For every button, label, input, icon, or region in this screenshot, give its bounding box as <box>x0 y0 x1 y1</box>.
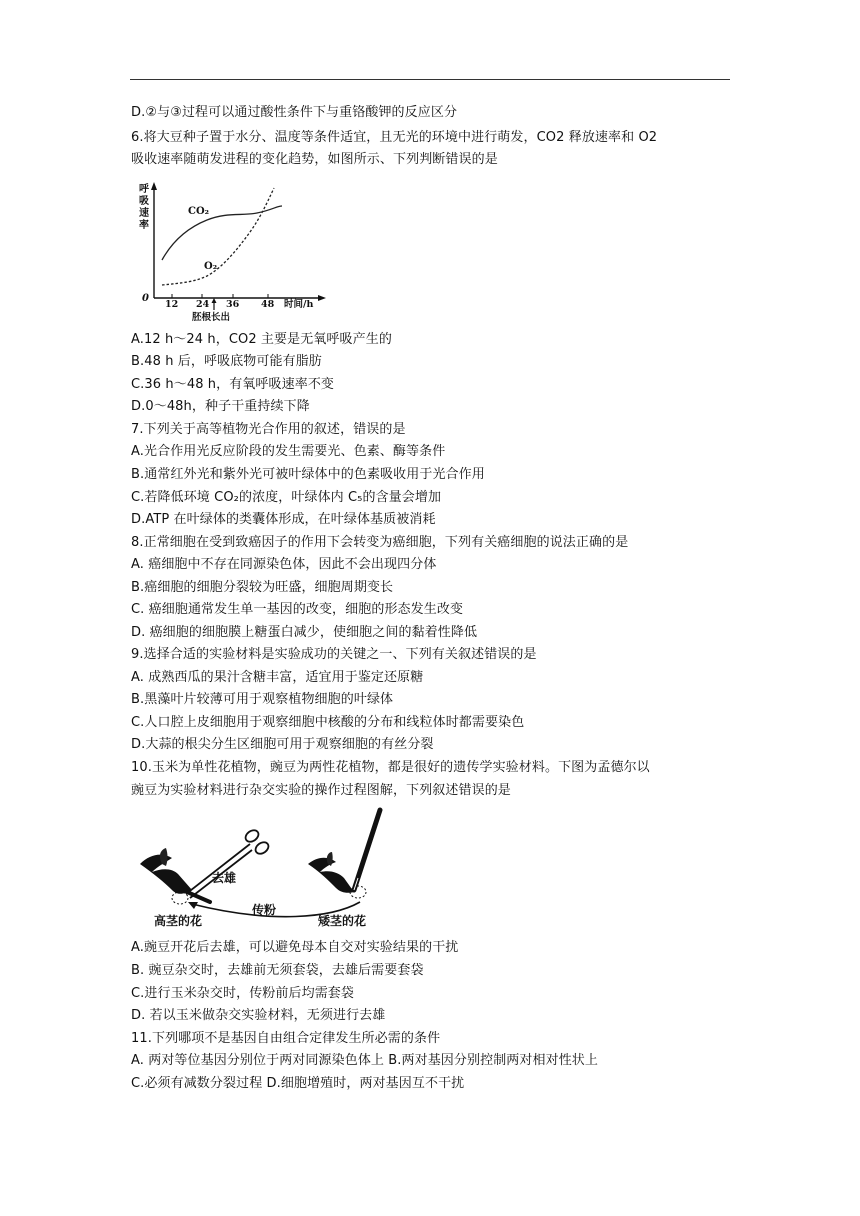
tick-label-36: 36 <box>226 299 240 310</box>
y-label-char-2: 吸 <box>139 196 149 207</box>
scissors-icon <box>186 828 271 898</box>
tall-flower-icon <box>140 848 210 904</box>
tick-label-48: 48 <box>261 299 275 310</box>
q6-option-a: A.12 h～24 h，CO2 主要是无氧呼吸产生的 <box>131 332 392 347</box>
co2-curve <box>162 206 282 260</box>
brush-icon <box>354 810 380 890</box>
q11-options-cd: C.必须有减数分裂过程 D.细胞增殖时，两对基因互不干扰 <box>131 1076 465 1091</box>
q8-option-a: A. 癌细胞中不存在同源染色体，因此不会出现四分体 <box>131 557 437 572</box>
short-flower-label: 矮茎的花 <box>318 914 367 928</box>
q6-stem-line1: 6.将大豆种子置于水分、温度等条件适宜，且无光的环境中进行萌发，CO2 释放速率和 O2 <box>131 130 658 145</box>
q10-stem-line1: 10.玉米为单性花植物，豌豆为两性花植物，都是很好的遗传学实验材料。下图为孟德尔以 <box>131 760 650 775</box>
q8-option-d: D. 癌细胞的细胞膜上糖蛋白减少，使细胞之间的黏着性降低 <box>131 625 478 640</box>
q9-option-b: B.黑藻叶片较薄可用于观察植物细胞的叶绿体 <box>131 692 394 707</box>
q8-option-b: B.癌细胞的细胞分裂较为旺盛，细胞周期变长 <box>131 580 394 595</box>
y-label-char-1: 呼 <box>139 184 149 195</box>
q7-option-c: C.若降低环境 CO₂的浓度，叶绿体内 C₅的含量会增加 <box>131 490 442 505</box>
tick-label-24: 24 <box>196 299 210 310</box>
q8-option-c: C. 癌细胞通常发生单一基因的改变，细胞的形态发生改变 <box>131 602 464 617</box>
x-axis-arrow <box>318 295 326 301</box>
q10-hybridization-figure <box>132 806 392 934</box>
q5-option-d: D.②与③过程可以通过酸性条件下与重铬酸钾的反应区分 <box>131 105 458 120</box>
q6-respiration-graph <box>132 180 332 322</box>
q10-option-a: A.豌豆开花后去雄，可以避免母本自交对实验结果的干扰 <box>131 940 459 955</box>
emasculate-label: 去雄 <box>212 871 237 885</box>
pollinate-label: 传粉 <box>252 903 277 917</box>
q9-option-d: D.大蒜的根尖分生区细胞可用于观察细胞的有丝分裂 <box>131 737 434 752</box>
o2-curve-label: O₂ <box>204 261 218 272</box>
tick-label-12: 12 <box>165 299 179 310</box>
q9-stem: 9.选择合适的实验材料是实验成功的关键之一、下列有关叙述错误的是 <box>131 647 537 662</box>
q7-option-b: B.通常红外光和紫外光可被叶绿体中的色素吸收用于光合作用 <box>131 467 485 482</box>
q7-option-a: A.光合作用光反应阶段的发生需要光、色素、酶等条件 <box>131 444 446 459</box>
radicle-label: 胚根长出 <box>192 312 231 322</box>
q9-option-c: C.人口腔上皮细胞用于观察细胞中核酸的分布和线粒体时都需要染色 <box>131 715 525 730</box>
q6-option-c: C.36 h～48 h，有氧呼吸速率不变 <box>131 377 335 392</box>
q6-stem-line2: 吸收速率随萌发进程的变化趋势，如图所示、下列判断错误的是 <box>131 152 498 167</box>
q10-stem-line2: 豌豆为实验材料进行杂交实验的操作过程图解，下列叙述错误的是 <box>131 783 511 798</box>
origin-label: 0 <box>142 293 149 304</box>
q7-option-d: D.ATP 在叶绿体的类囊体形成，在叶绿体基质被消耗 <box>131 512 436 527</box>
o2-curve <box>162 188 274 285</box>
co2-curve-label: CO₂ <box>188 206 210 217</box>
q10-option-d: D. 若以玉米做杂交实验材料，无须进行去雄 <box>131 1008 386 1023</box>
q8-stem: 8.正常细胞在受到致癌因子的作用下会转变为癌细胞，下列有关癌细胞的说法正确的是 <box>131 535 629 550</box>
q6-option-b: B.48 h 后，呼吸底物可能有脂肪 <box>131 354 322 369</box>
q11-stem: 11.下列哪项不是基因自由组合定律发生所必需的条件 <box>131 1031 441 1046</box>
y-axis-label <box>139 182 152 231</box>
header-rule <box>130 79 730 80</box>
q10-option-b: B. 豌豆杂交时，去雄前无须套袋，去雄后需要套袋 <box>131 963 424 978</box>
tall-flower-label: 高茎的花 <box>154 914 203 928</box>
radicle-arrow-head <box>212 298 217 303</box>
q9-option-a: A. 成熟西瓜的果汁含糖丰富，适宜用于鉴定还原糖 <box>131 670 424 685</box>
q10-option-c: C.进行玉米杂交时，传粉前后均需套袋 <box>131 986 355 1001</box>
q6-option-d: D.0～48h，种子干重持续下降 <box>131 399 310 414</box>
y-label-char-3: 速 <box>139 208 149 219</box>
x-axis-label: 时间/h <box>284 299 314 310</box>
q11-options-ab: A. 两对等位基因分别位于两对同源染色体上 B.两对基因分别控制两对相对性状上 <box>131 1053 599 1068</box>
y-label-char-4: 率 <box>139 220 149 231</box>
q7-stem: 7.下列关于高等植物光合作用的叙述，错误的是 <box>131 422 406 437</box>
